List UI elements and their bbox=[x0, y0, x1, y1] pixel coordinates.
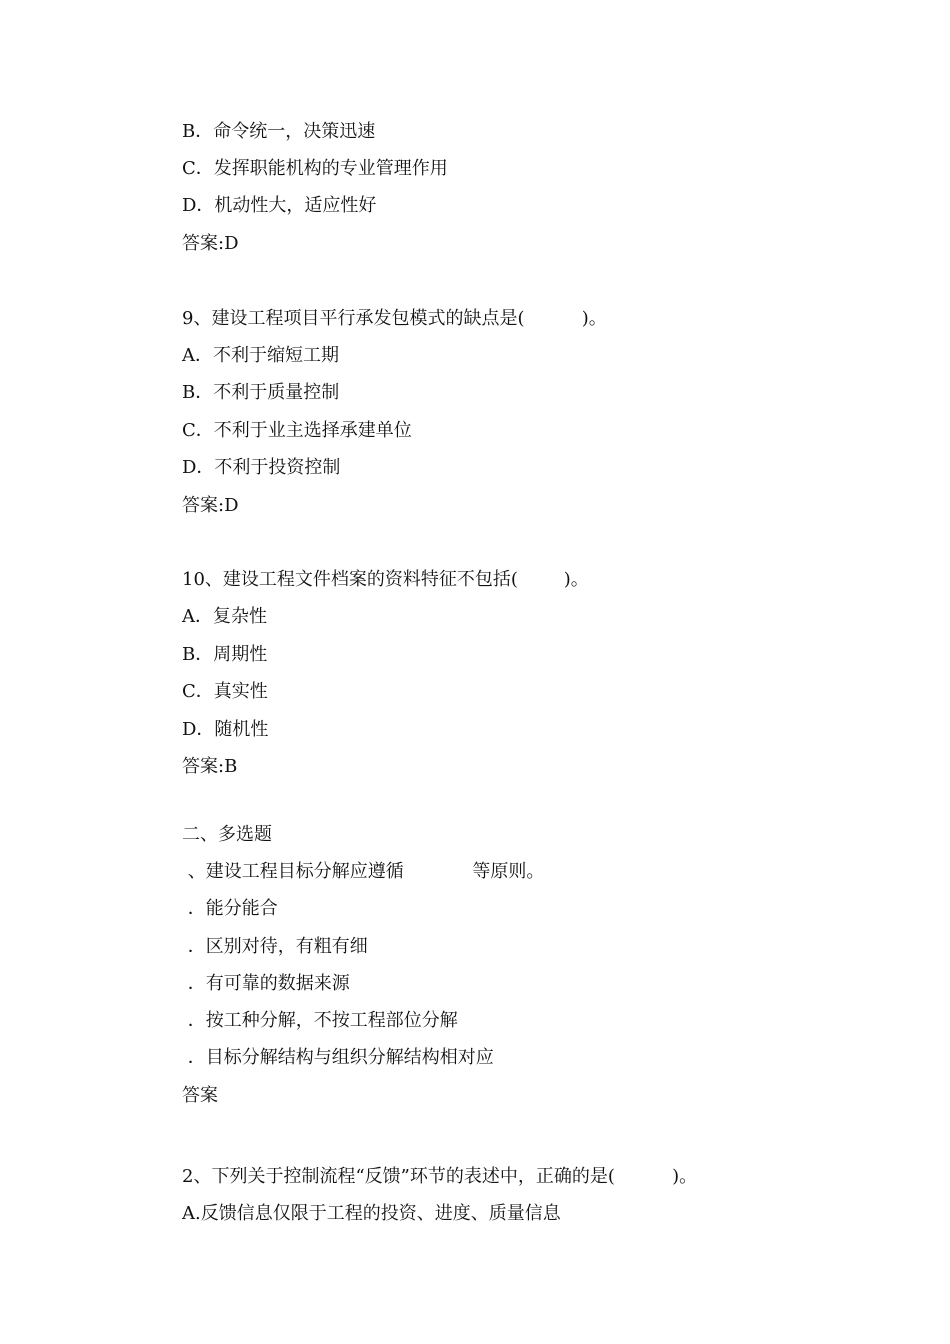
question-1-text: 、建设工程目标分解应遵循 等原则。 bbox=[182, 861, 545, 882]
option-a-text: A．不利于缩短工期 bbox=[182, 345, 339, 366]
option-text: ．按工种分解，不按工程部位分解 bbox=[182, 1010, 458, 1031]
option-text: ．目标分解结构与组织分解结构相对应 bbox=[182, 1047, 494, 1068]
option-d-text: D．不利于投资控制 bbox=[182, 457, 341, 478]
answer-text: 答案:B bbox=[182, 756, 238, 777]
section-heading: 二、多选题 bbox=[182, 824, 272, 845]
option-a-text: A.反馈信息仅限于工程的投资、进度、质量信息 bbox=[182, 1203, 561, 1224]
answer-text: 答案:D bbox=[182, 233, 239, 254]
option-c-text: C．不利于业主选择承建单位 bbox=[182, 420, 412, 441]
question-9-text: 9、建设工程项目平行承发包模式的缺点是( )。 bbox=[182, 308, 607, 329]
option-c-text: C．真实性 bbox=[182, 681, 268, 702]
option-b-text: B．不利于质量控制 bbox=[182, 382, 340, 403]
answer-text: 答案 bbox=[182, 1085, 218, 1106]
option-text: ．有可靠的数据来源 bbox=[182, 973, 350, 994]
option-text: ．能分能合 bbox=[182, 898, 278, 919]
option-d-text: D．机动性大，适应性好 bbox=[182, 195, 377, 216]
question-10-text: 10、建设工程文件档案的资料特征不包括( )。 bbox=[182, 569, 589, 590]
option-b-text: B．命令统一，决策迅速 bbox=[182, 121, 376, 142]
option-c-text: C．发挥职能机构的专业管理作用 bbox=[182, 158, 448, 179]
option-b-text: B．周期性 bbox=[182, 644, 268, 665]
answer-text: 答案:D bbox=[182, 495, 239, 516]
option-d-text: D．随机性 bbox=[182, 719, 269, 740]
question-2-text: 2、下列关于控制流程“反馈”环节的表述中，正确的是( )。 bbox=[182, 1166, 698, 1187]
option-a-text: A．复杂性 bbox=[182, 606, 267, 627]
option-text: ．区别对待，有粗有细 bbox=[182, 936, 368, 957]
